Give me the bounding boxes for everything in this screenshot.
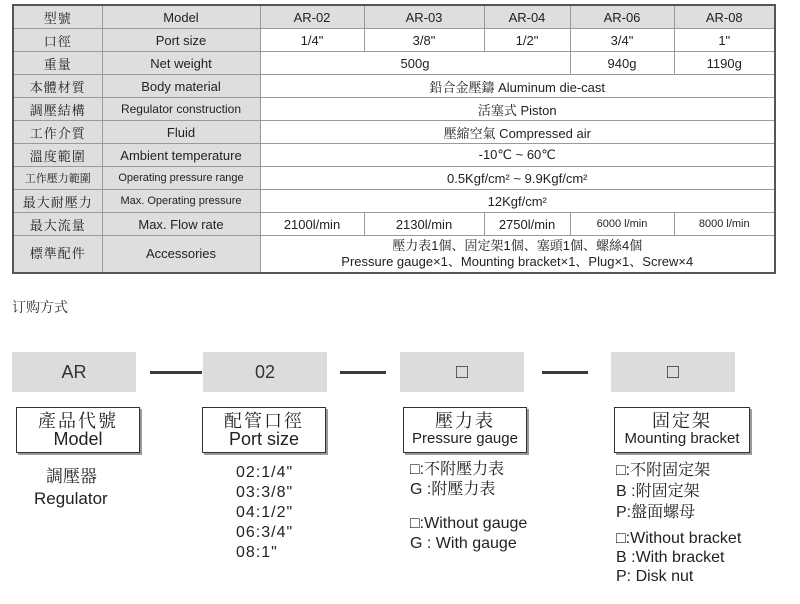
flow-cell: 2750l/min xyxy=(484,213,570,236)
list-item: 08:1" xyxy=(236,544,278,561)
accessories-line-zh: 壓力表1個、固定架1個、塞頭1個、螺絲4個 xyxy=(392,238,643,253)
max-pressure-label-zh: 最大耐壓力 xyxy=(13,190,102,213)
body-material-label-en: Body material xyxy=(102,75,260,98)
regulator-label-en: Regulator construction xyxy=(102,98,260,121)
max-pressure-value: 12Kgf/cm² xyxy=(260,190,775,213)
fluid-label-zh: 工作介質 xyxy=(13,121,102,144)
temperature-value: -10℃ ~ 60℃ xyxy=(260,144,775,167)
label-model-en: Model xyxy=(53,429,103,449)
port-size-cell: 1/4" xyxy=(260,29,364,52)
order-section-title: 订购方式 xyxy=(12,299,68,315)
model-cell: AR-06 xyxy=(570,5,674,29)
list-item: 06:3/4" xyxy=(236,524,294,541)
model-description xyxy=(34,466,108,510)
weight-cell: 500g xyxy=(260,52,570,75)
model-label-en: Model xyxy=(102,5,260,29)
list-item: P:盤面螺母 xyxy=(616,504,696,521)
list-item: G : With gauge xyxy=(410,535,517,552)
op-pressure-label-zh: 工作壓力範圍 xyxy=(13,167,102,190)
label-bracket-en: Mounting bracket xyxy=(624,430,740,447)
code-gauge: □ xyxy=(400,352,524,392)
model-cell: AR-02 xyxy=(260,5,364,29)
port-size-label-zh: 口徑 xyxy=(13,29,102,52)
port-size-cell: 3/8" xyxy=(364,29,484,52)
accessories-line-en: Pressure gauge×1、Mounting bracket×1、Plug×1、Screw×4 xyxy=(341,254,694,269)
flow-label-en: Max. Flow rate xyxy=(102,213,260,236)
table-row xyxy=(13,5,775,29)
temperature-label-zh: 溫度範圍 xyxy=(13,144,102,167)
body-material-label-zh: 本體材質 xyxy=(13,75,102,98)
flow-cell: 8000 l/min xyxy=(674,213,775,236)
list-item: □:Without gauge xyxy=(410,515,528,532)
code-bracket: □ xyxy=(611,352,735,392)
list-item: 04:1/2" xyxy=(236,504,294,521)
port-size-label-en: Port size xyxy=(102,29,260,52)
flow-label-zh: 最大流量 xyxy=(13,213,102,236)
label-port xyxy=(202,407,326,453)
regulator-value: 活塞式 Piston xyxy=(260,98,775,121)
table-row xyxy=(13,236,775,274)
table-row xyxy=(13,75,775,98)
regulator-label-zh: 調壓結構 xyxy=(13,98,102,121)
list-item: 03:3/8" xyxy=(236,484,294,501)
code-separator xyxy=(340,371,386,374)
weight-label-zh: 重量 xyxy=(13,52,102,75)
model-label-zh: 型號 xyxy=(13,5,102,29)
fluid-value: 壓縮空氣 Compressed air xyxy=(260,121,775,144)
table-row xyxy=(13,213,775,236)
body-material-value: 鉛合金壓鑄 Aluminum die-cast xyxy=(260,75,775,98)
table-row xyxy=(13,144,775,167)
op-pressure-label-en: Operating pressure range xyxy=(102,167,260,190)
accessories-label-en: Accessories xyxy=(102,236,260,274)
fluid-label-en: Fluid xyxy=(102,121,260,144)
list-item: 02:1/4" xyxy=(236,464,294,481)
list-item: □:不附固定架 xyxy=(616,462,711,479)
model-cell: AR-04 xyxy=(484,5,570,29)
label-port-en: Port size xyxy=(228,429,300,449)
port-options xyxy=(236,463,293,563)
list-item: □:不附壓力表 xyxy=(410,461,505,478)
label-bracket xyxy=(614,407,750,453)
model-cell: AR-08 xyxy=(674,5,775,29)
flow-cell: 2100l/min xyxy=(260,213,364,236)
label-model-zh: 產品代號 xyxy=(38,411,118,431)
port-size-cell: 1/2" xyxy=(484,29,570,52)
weight-cell: 940g xyxy=(570,52,674,75)
flow-cell: 2130l/min xyxy=(364,213,484,236)
max-pressure-label-en: Max. Operating pressure xyxy=(102,190,260,213)
table-row xyxy=(13,29,775,52)
gauge-options xyxy=(410,460,527,554)
temperature-label-en: Ambient temperature xyxy=(102,144,260,167)
code-separator xyxy=(150,371,202,374)
port-size-cell: 1" xyxy=(674,29,775,52)
label-model xyxy=(16,407,140,453)
accessories-label-zh: 標準配件 xyxy=(13,236,102,274)
weight-label-en: Net weight xyxy=(102,52,260,75)
op-pressure-value: 0.5Kgf/cm² ~ 9.9Kgf/cm² xyxy=(260,167,775,190)
table-row xyxy=(13,121,775,144)
code-port: 02 xyxy=(203,352,327,392)
code-separator xyxy=(542,371,588,374)
table-row xyxy=(13,98,775,121)
list-item: G :附壓力表 xyxy=(410,481,496,498)
list-item: B :With bracket xyxy=(616,549,725,566)
list-item: B :附固定架 xyxy=(616,483,700,500)
spec-table xyxy=(12,4,776,274)
list-item: P: Disk nut xyxy=(616,568,694,585)
port-size-cell: 3/4" xyxy=(570,29,674,52)
model-desc-en: Regulator xyxy=(34,489,108,508)
weight-cell: 1190g xyxy=(674,52,775,75)
code-model: AR xyxy=(12,352,136,392)
model-cell: AR-03 xyxy=(364,5,484,29)
flow-cell: 6000 l/min xyxy=(570,213,674,236)
table-row xyxy=(13,167,775,190)
label-gauge-zh: 壓力表 xyxy=(435,411,495,431)
label-port-zh: 配管口徑 xyxy=(224,411,304,431)
table-row xyxy=(13,190,775,213)
label-gauge xyxy=(403,407,527,453)
table-row xyxy=(13,52,775,75)
accessories-value xyxy=(260,236,775,274)
bracket-options xyxy=(616,460,741,586)
label-bracket-zh: 固定架 xyxy=(652,411,712,431)
label-gauge-en: Pressure gauge xyxy=(412,430,518,447)
list-item: □:Without bracket xyxy=(616,530,742,547)
model-desc-zh: 調壓器 xyxy=(46,467,97,486)
